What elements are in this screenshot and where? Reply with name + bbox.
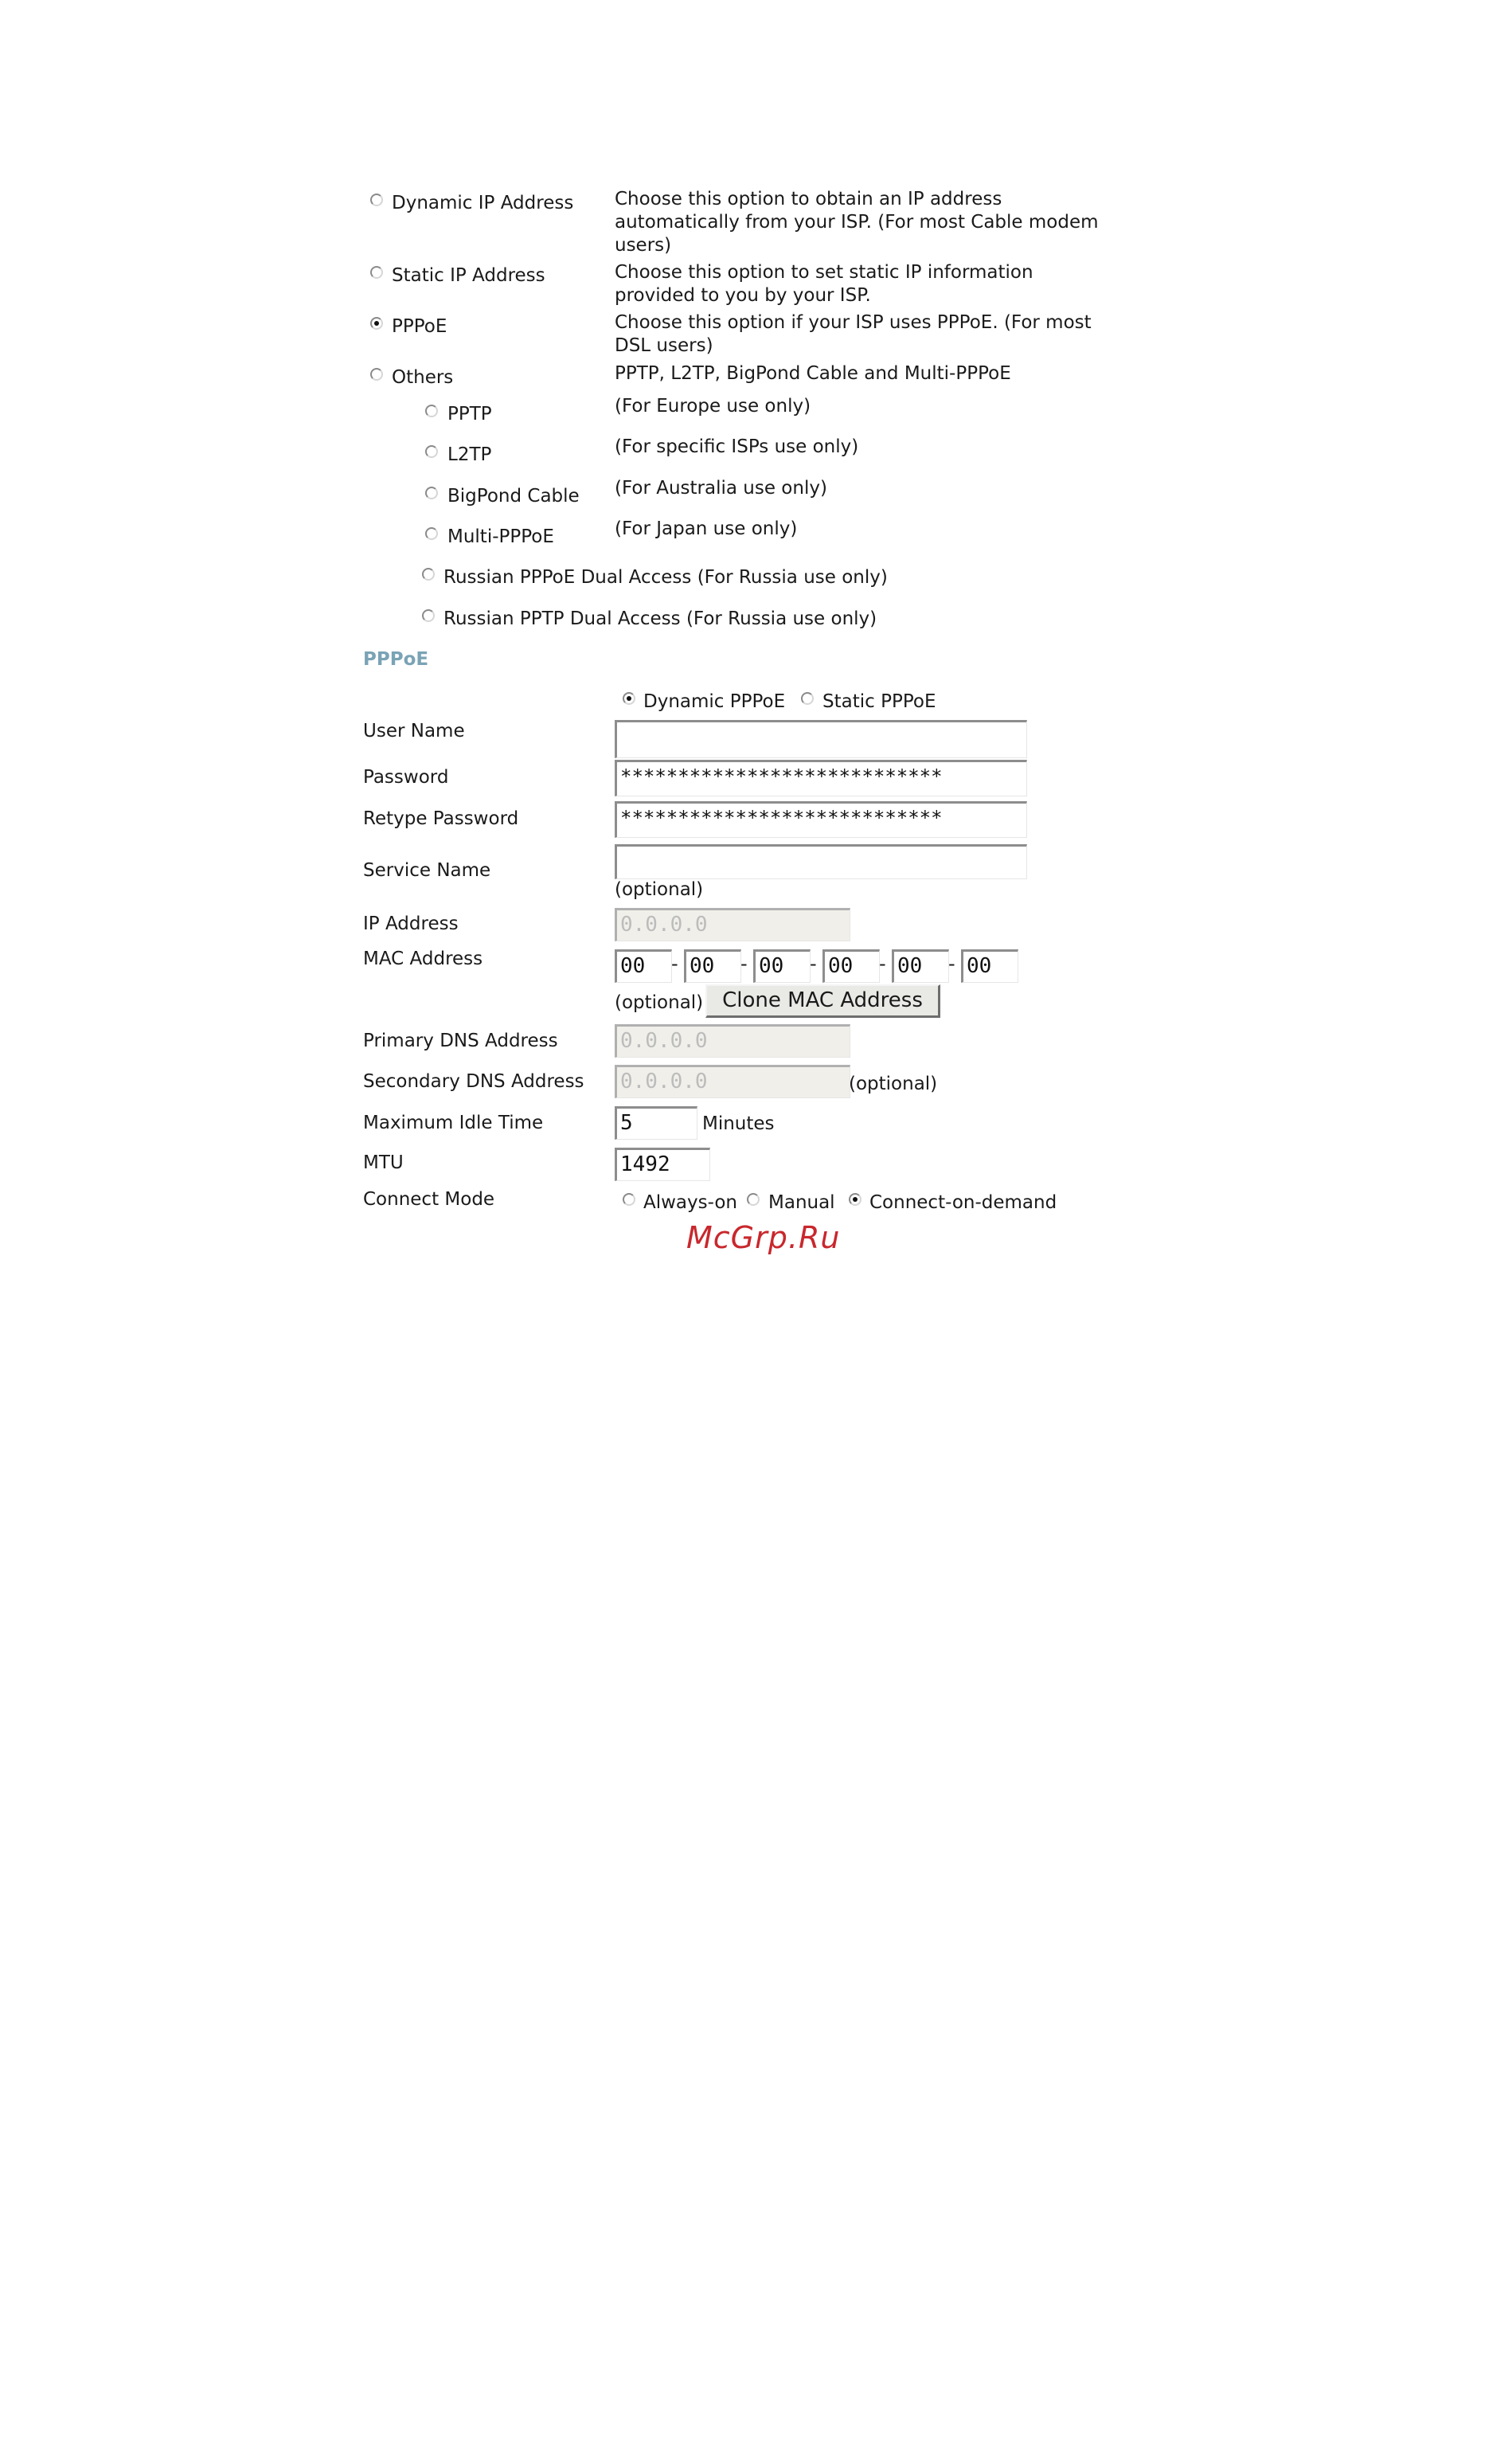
multi-pppoe-label: Multi-PPPoE <box>447 526 554 547</box>
others-desc: PPTP, L2TP, BigPond Cable and Multi-PPPoE <box>615 363 1011 384</box>
bigpond-desc: (For Australia use only) <box>615 478 827 499</box>
dynamic-pppoe-label: Dynamic PPPoE <box>643 691 786 712</box>
mac-octet-3-input[interactable]: 00 <box>753 949 811 983</box>
secondary-dns-input[interactable]: 0.0.0.0 <box>615 1065 850 1098</box>
pptp-radio[interactable] <box>425 405 438 417</box>
russian-pppoe-radio[interactable] <box>422 568 435 581</box>
pppoe-radio[interactable] <box>370 317 383 330</box>
retype-password-label: Retype Password <box>363 808 519 829</box>
mtu-input[interactable]: 1492 <box>615 1148 710 1181</box>
static-pppoe-label: Static PPPoE <box>822 691 936 712</box>
dynamic-pppoe-radio[interactable] <box>623 692 635 705</box>
mac-separator: - <box>948 953 955 975</box>
always-on-label: Always-on <box>643 1192 737 1213</box>
password-label: Password <box>363 767 449 788</box>
watermark: McGrp.Ru <box>686 1220 841 1255</box>
manual-radio[interactable] <box>747 1193 760 1206</box>
mac-octet-1-input[interactable]: 00 <box>615 949 672 983</box>
mac-octet-5-input[interactable]: 00 <box>892 949 949 983</box>
retype-password-input[interactable]: **************************** <box>615 801 1027 838</box>
mtu-label: MTU <box>363 1152 404 1173</box>
pppoe-desc: Choose this option if your ISP uses PPPoE. (For most DSL users) <box>615 312 1092 356</box>
l2tp-desc: (For specific ISPs use only) <box>615 436 859 457</box>
service-name-label: Service Name <box>363 860 491 881</box>
mac-octet-6-input[interactable]: 00 <box>961 949 1018 983</box>
pptp-label: PPTP <box>447 404 492 424</box>
primary-dns-input[interactable]: 0.0.0.0 <box>615 1024 850 1058</box>
connect-on-demand-label: Connect-on-demand <box>869 1192 1057 1213</box>
others-radio[interactable] <box>370 368 383 381</box>
static-ip-label: Static IP Address <box>392 265 545 286</box>
idle-time-label: Maximum Idle Time <box>363 1113 544 1133</box>
dynamic-ip-label: Dynamic IP Address <box>392 193 574 213</box>
idle-time-input[interactable]: 5 <box>615 1106 697 1140</box>
mac-hint: (optional) <box>615 992 704 1013</box>
multi-pppoe-radio[interactable] <box>425 527 438 540</box>
service-name-hint: (optional) <box>615 879 704 900</box>
mac-separator: - <box>810 953 817 975</box>
pppoe-label: PPPoE <box>392 316 447 337</box>
clone-mac-button[interactable]: Clone MAC Address <box>705 984 940 1018</box>
russian-pptp-radio[interactable] <box>422 609 435 622</box>
bigpond-label: BigPond Cable <box>447 486 580 507</box>
static-ip-desc: Choose this option to set static IP information provided to you by your ISP. <box>615 262 1033 306</box>
russian-pptp-label: Russian PPTP Dual Access (For Russia use only) <box>443 608 877 629</box>
secondary-dns-label: Secondary DNS Address <box>363 1071 584 1092</box>
mac-octet-2-input[interactable]: 00 <box>684 949 741 983</box>
dynamic-ip-desc: Choose this option to obtain an IP address automatically from your ISP. (For most Cable modem users) <box>615 189 1099 256</box>
password-input[interactable]: **************************** <box>615 760 1027 796</box>
static-ip-radio[interactable] <box>370 266 383 279</box>
always-on-radio[interactable] <box>623 1193 635 1206</box>
service-name-input[interactable] <box>615 844 1027 879</box>
ip-address-input[interactable]: 0.0.0.0 <box>615 908 850 941</box>
mac-separator: - <box>740 953 748 975</box>
connect-mode-label: Connect Mode <box>363 1189 495 1210</box>
user-name-input[interactable] <box>615 720 1027 758</box>
l2tp-label: L2TP <box>447 444 492 465</box>
manual-label: Manual <box>768 1192 835 1213</box>
connect-on-demand-radio[interactable] <box>849 1193 861 1206</box>
l2tp-radio[interactable] <box>425 445 438 458</box>
ip-address-label: IP Address <box>363 914 459 934</box>
dynamic-ip-radio[interactable] <box>370 194 383 206</box>
bigpond-radio[interactable] <box>425 487 438 499</box>
mac-separator: - <box>671 953 678 975</box>
mac-separator: - <box>879 953 886 975</box>
russian-pppoe-label: Russian PPPoE Dual Access (For Russia use only) <box>443 567 888 588</box>
primary-dns-label: Primary DNS Address <box>363 1031 558 1051</box>
mac-address-label: MAC Address <box>363 949 483 969</box>
mac-octet-4-input[interactable]: 00 <box>822 949 880 983</box>
user-name-label: User Name <box>363 721 465 741</box>
static-pppoe-radio[interactable] <box>801 692 814 705</box>
secondary-dns-hint: (optional) <box>849 1074 938 1094</box>
others-label: Others <box>392 367 454 388</box>
pptp-desc: (For Europe use only) <box>615 396 811 417</box>
pppoe-section-title: PPPoE <box>363 649 429 670</box>
multi-pppoe-desc: (For Japan use only) <box>615 518 798 539</box>
idle-time-unit: Minutes <box>702 1113 775 1134</box>
